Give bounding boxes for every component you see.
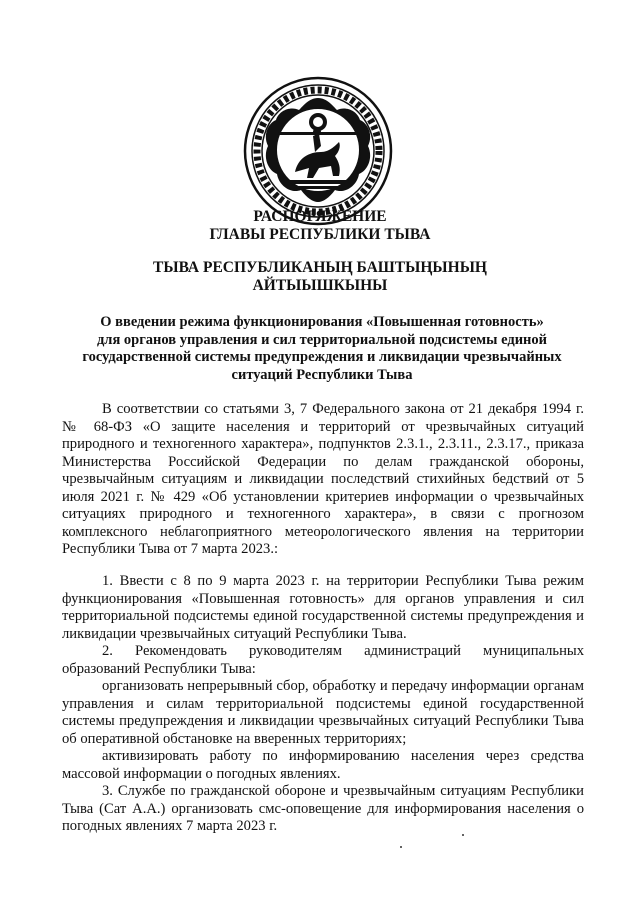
order-item-2-subitem-a: организовать непрерывный сбор, обработку и передачу информации органам управления и силам территориальной подсистемы единой государственной системы предупреждения и ликвидации чрезвычайных ситуаций Республики Тыва об оперативной обстановке на вверенных территориях; [62,678,584,747]
document-issuer: ГЛАВЫ РЕСПУБЛИКИ ТЫВА [209,226,431,243]
subject-line: О введении режима функционирования «Повышенная готовность» [100,314,544,330]
scan-speck [462,834,464,836]
order-item-2: 2. Рекомендовать руководителям администраций муниципальных образований Республики Тыва: [62,643,584,677]
order-item-2-subitem-b: активизировать работу по информированию населения через средства массовой информации о погодных явлениях. [62,748,584,782]
order-item-3: 3. Службе по гражданской обороне и чрезвычайным ситуациям Республики Тыва (Сат А.А.) организовать смс-оповещение для информирования населения о погодных явлениях 7 марта 2023 г. [62,783,584,834]
subject-line: ситуаций Республики Тыва [231,366,413,383]
subject-line: для органов управления и сил территориальной подсистемы единой [96,331,548,348]
document-title: РАСПОРЯЖЕНИЕ [253,208,387,225]
document-title-tuvan: ТЫВА РЕСПУБЛИКАНЫҢ БАШТЫҢЫНЫҢ [153,259,487,276]
coat-of-arms-tuva-icon [243,76,393,226]
document-title-tuvan-line2: АЙТЫЫШКЫНЫ [252,277,388,294]
preamble-paragraph: В соответствии со статьями 3, 7 Федерального закона от 21 декабря 1994 г. № 68-ФЗ «О защите населения и территорий от чрезвычайных ситуаций природного и техногенного характера», подпунктов 2.3.1., 2.3.11., 2.3.17., приказа Министерства Российской Федерации по делам гражданской обороны, чрезвычайным ситуациям и ликвидации последствий стихийных бедствий от 5 июля 2021 г. № 429 «Об установлении критериев информации о чрезвычайных ситуациях природного и техногенного характера», в связи с прогнозом комплексного неблагоприятного метеорологического явления на территории Республики Тыва от 7 марта 2023.: [62,401,584,557]
preamble [62,401,584,559]
document-subject [62,314,582,384]
subject-line: государственной системы предупреждения и ликвидации чрезвычайных [82,349,562,365]
order-items [62,573,584,836]
scan-speck [400,846,402,848]
order-item-1: 1. Ввести с 8 по 9 марта 2023 г. на территории Республики Тыва режим функционирования «Повышенная готовность» для органов управления и сил территориальной подсистемы единой государственной системы предупреждения и ликвидации чрезвычайных ситуаций Республики Тыва. [62,573,584,642]
